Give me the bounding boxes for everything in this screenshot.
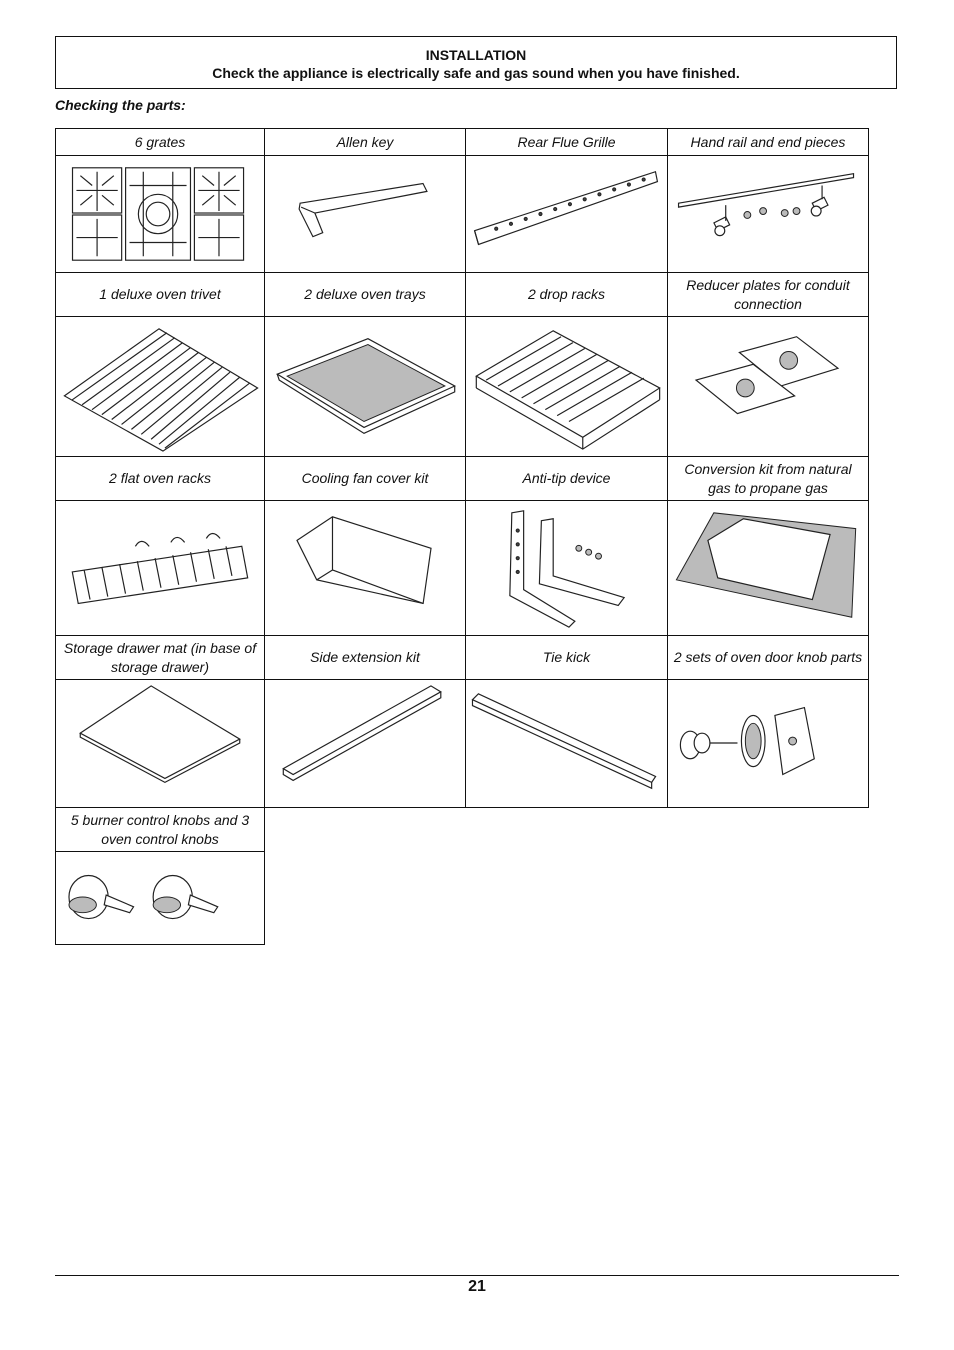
label-tie-kick: Tie kick: [465, 635, 668, 680]
label-control-knobs: 5 burner control knobs and 3 oven control knobs: [55, 807, 265, 852]
label-drop-racks: 2 drop racks: [465, 272, 668, 317]
label-anti-tip: Anti-tip device: [465, 456, 668, 501]
oven-trays-illustration: [264, 316, 466, 457]
label-door-knob-parts: 2 sets of oven door knob parts: [667, 635, 869, 680]
oven-trivet-illustration: [55, 316, 265, 457]
allen-key-illustration: [264, 155, 466, 273]
section-label: Checking the parts:: [55, 97, 186, 113]
control-knobs-illustration: [55, 851, 265, 945]
installation-header-box: [55, 36, 897, 89]
header-title: INSTALLATION: [425, 47, 527, 63]
label-flat-oven-racks: 2 flat oven racks: [55, 456, 265, 501]
label-allen-key: Allen key: [264, 128, 466, 156]
tie-kick-illustration: [465, 679, 668, 808]
side-extension-illustration: [264, 679, 466, 808]
label-cooling-fan-kit: Cooling fan cover kit: [264, 456, 466, 501]
grates-illustration: [55, 155, 265, 273]
label-reducer-plates: Reducer plates for conduit connection: [667, 272, 869, 317]
label-oven-trays: 2 deluxe oven trays: [264, 272, 466, 317]
label-drawer-mat: Storage drawer mat (in base of storage drawer): [55, 635, 265, 680]
label-conversion-kit: Conversion kit from natural gas to propane gas: [667, 456, 869, 501]
drawer-mat-illustration: [55, 679, 265, 808]
cooling-fan-kit-illustration: [264, 500, 466, 636]
reducer-plates-illustration: [667, 316, 869, 457]
label-side-extension: Side extension kit: [264, 635, 466, 680]
hand-rail-illustration: [667, 155, 869, 273]
label-rear-flue-grille: Rear Flue Grille: [465, 128, 668, 156]
flat-oven-racks-illustration: [55, 500, 265, 636]
drop-racks-illustration: [465, 316, 668, 457]
rear-flue-grille-illustration: [465, 155, 668, 273]
anti-tip-illustration: [465, 500, 668, 636]
header-subtitle: Check the appliance is electrically safe and gas sound when you have finished.: [212, 65, 740, 81]
page-number: 21: [468, 1278, 486, 1295]
label-hand-rail: Hand rail and end pieces: [667, 128, 869, 156]
footer-divider: [55, 1275, 899, 1276]
label-oven-trivet: 1 deluxe oven trivet: [55, 272, 265, 317]
door-knob-parts-illustration: [667, 679, 869, 808]
conversion-kit-illustration: [667, 500, 869, 636]
label-grates: 6 grates: [55, 128, 265, 156]
